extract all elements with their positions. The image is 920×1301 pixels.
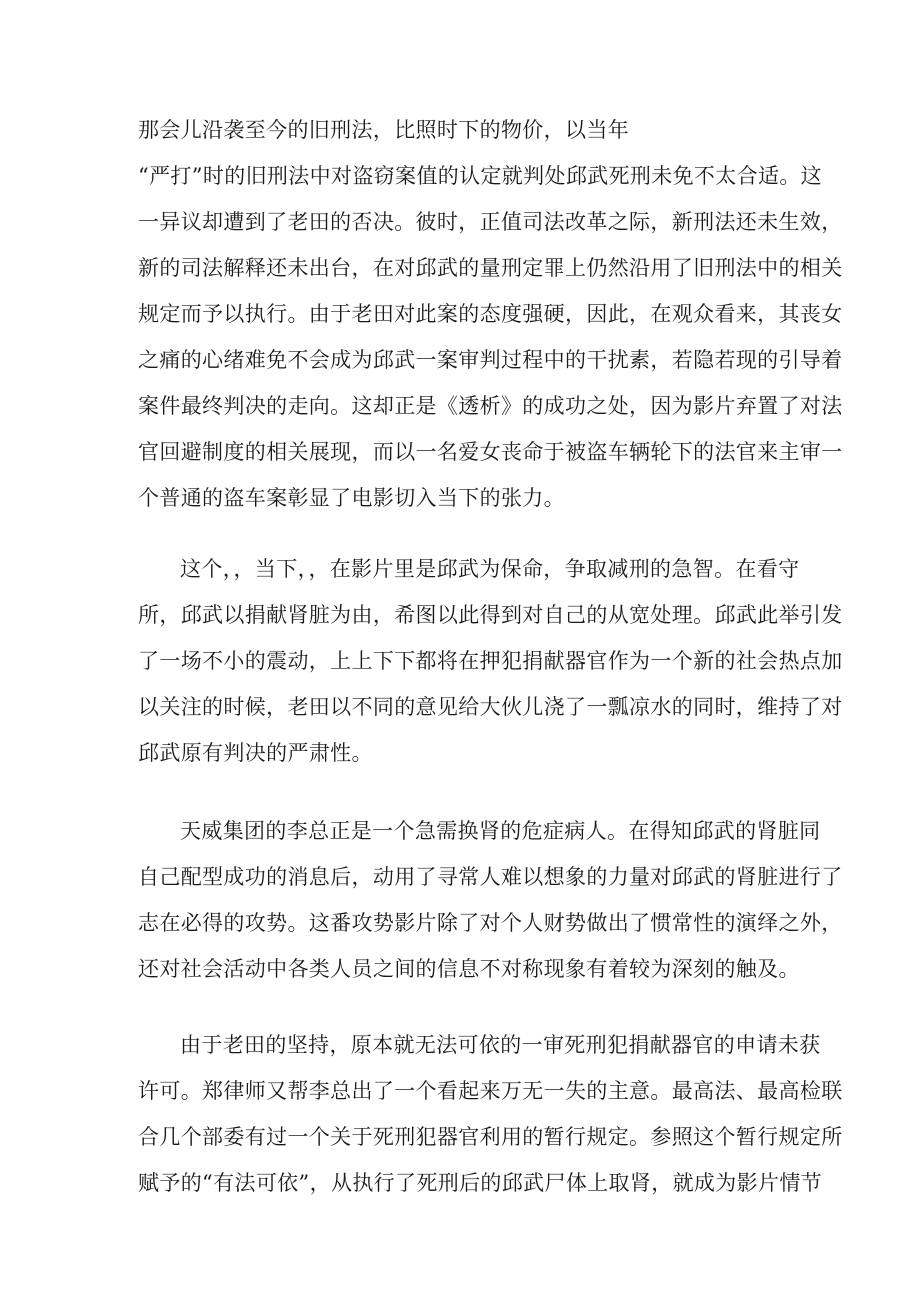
text-line: 赋予的“有法可依”，从执行了死刑后的邱武尸体上取肾，就成为影片情节 xyxy=(138,1171,823,1195)
text-line: 自己配型成功的消息后，动用了寻常人难以想象的力量对邱武的肾脏进行了 xyxy=(138,865,843,889)
text-line: 这个，，当下，，在影片里是邱武为保命，争取减刑的急智。在看守 xyxy=(180,557,800,581)
text-line: “严打”时的旧刑法中对盗窃案值的认定就判处邱武死刑未免不太合适。这 xyxy=(138,164,823,188)
text-line: 案件最终判决的走向。这却正是《透析》的成功之处，因为影片弃置了对法 xyxy=(138,394,843,418)
text-line: 那会儿沿袭至今的旧刑法，比照时下的物价，以当年 xyxy=(138,118,630,142)
text-line: 一异议却遭到了老田的否决。彼时，正值司法改革之际，新刑法还未生效， xyxy=(138,210,843,234)
text-line: 由于老田的坚持，原本就无法可依的一审死刑犯捐献器官的申请未获 xyxy=(180,1033,821,1057)
text-line: 新的司法解释还未出台，在对邱武的量刑定罪上仍然沿用了旧刑法中的相关 xyxy=(138,256,843,280)
text-line: 之痛的心绪难免不会成为邱武一案审判过程中的干扰素，若隐若现的引导着 xyxy=(138,348,843,372)
text-line: 个普通的盗车案彰显了电影切入当下的张力。 xyxy=(138,486,565,510)
text-line: 规定而予以执行。由于老田对此案的态度强硬，因此，在观众看来，其丧女 xyxy=(138,302,843,326)
text-line: 官回避制度的相关展现，而以一名爱女丧命于被盗车辆轮下的法官来主审一 xyxy=(138,440,843,464)
text-line: 以关注的时候，老田以不同的意见给大伙儿浇了一瓢凉水的同时，维持了对 xyxy=(138,695,843,719)
text-line: 了一场不小的震动，上上下下都将在押犯捐献器官作为一个新的社会热点加 xyxy=(138,649,843,673)
text-line: 还对社会活动中各类人员之间的信息不对称现象有着较为深刻的触及。 xyxy=(138,957,800,981)
text-line: 合几个部委有过一个关于死刑犯器官利用的暂行规定。参照这个暂行规定所 xyxy=(138,1125,843,1149)
text-line: 所，邱武以捐献肾脏为由，希图以此得到对自己的从宽处理。邱武此举引发 xyxy=(138,603,843,627)
text-line: 许可。郑律师又帮李总出了一个看起来万无一失的主意。最高法、最高检联 xyxy=(138,1079,843,1103)
text-line: 志在必得的攻势。这番攻势影片除了对个人财势做出了惯常性的演绎之外， xyxy=(138,911,843,935)
text-line: 邱武原有判决的严肃性。 xyxy=(138,741,373,765)
text-line: 天威集团的李总正是一个急需换肾的危症病人。在得知邱武的肾脏同 xyxy=(180,819,821,843)
